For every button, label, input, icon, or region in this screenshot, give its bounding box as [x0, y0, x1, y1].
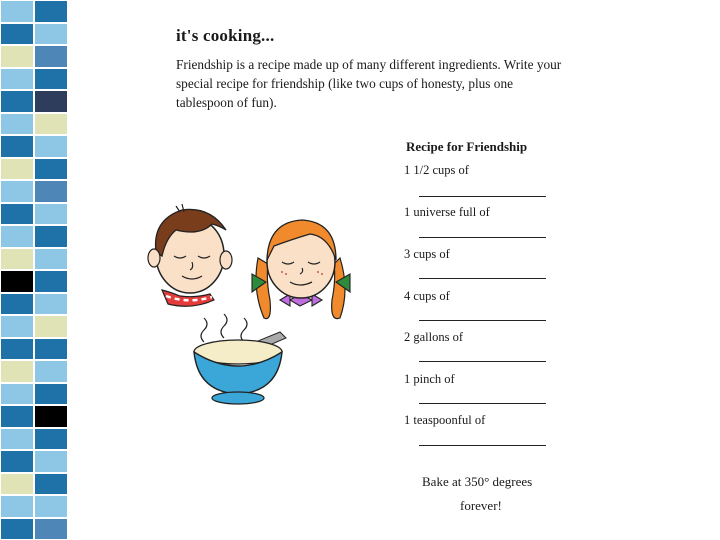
intro-paragraph: Friendship is a recipe made up of many different ingredients. Write your special recipe for friendship (like two cups of honesty, plus one tablespoon of fun).	[176, 57, 562, 110]
bowl-illustration	[194, 332, 286, 404]
children-cooking-illustration	[140, 200, 370, 415]
ingredient-3-label: 3 cups of	[404, 247, 450, 261]
ingredient-7-blank	[419, 445, 546, 446]
steam-lines	[201, 314, 247, 342]
ingredient-2-blank	[419, 237, 546, 238]
ingredient-6-label: 1 pinch of	[404, 372, 455, 386]
girl-illustration	[252, 220, 350, 319]
ingredient-1-blank	[419, 196, 546, 197]
ingredient-5-blank	[419, 361, 546, 362]
ingredient-7-label: 1 teaspoonful of	[404, 413, 486, 427]
ingredient-1-label: 1 1/2 cups of	[404, 163, 469, 177]
ingredient-4-blank	[419, 320, 546, 321]
forever-instruction: forever!	[460, 498, 502, 513]
bake-instruction: Bake at 350° degrees	[422, 474, 533, 489]
ingredient-3-blank	[419, 278, 546, 279]
page-title: it's cooking...	[176, 26, 275, 45]
boy-illustration	[148, 204, 232, 306]
recipe-heading: Recipe for Friendship	[406, 139, 528, 154]
ingredient-4-label: 4 cups of	[404, 289, 450, 303]
decorative-side-strip	[0, 0, 68, 540]
ingredient-2-label: 1 universe full of	[404, 205, 490, 219]
ingredient-6-blank	[419, 403, 546, 404]
ingredient-5-label: 2 gallons of	[404, 330, 464, 344]
